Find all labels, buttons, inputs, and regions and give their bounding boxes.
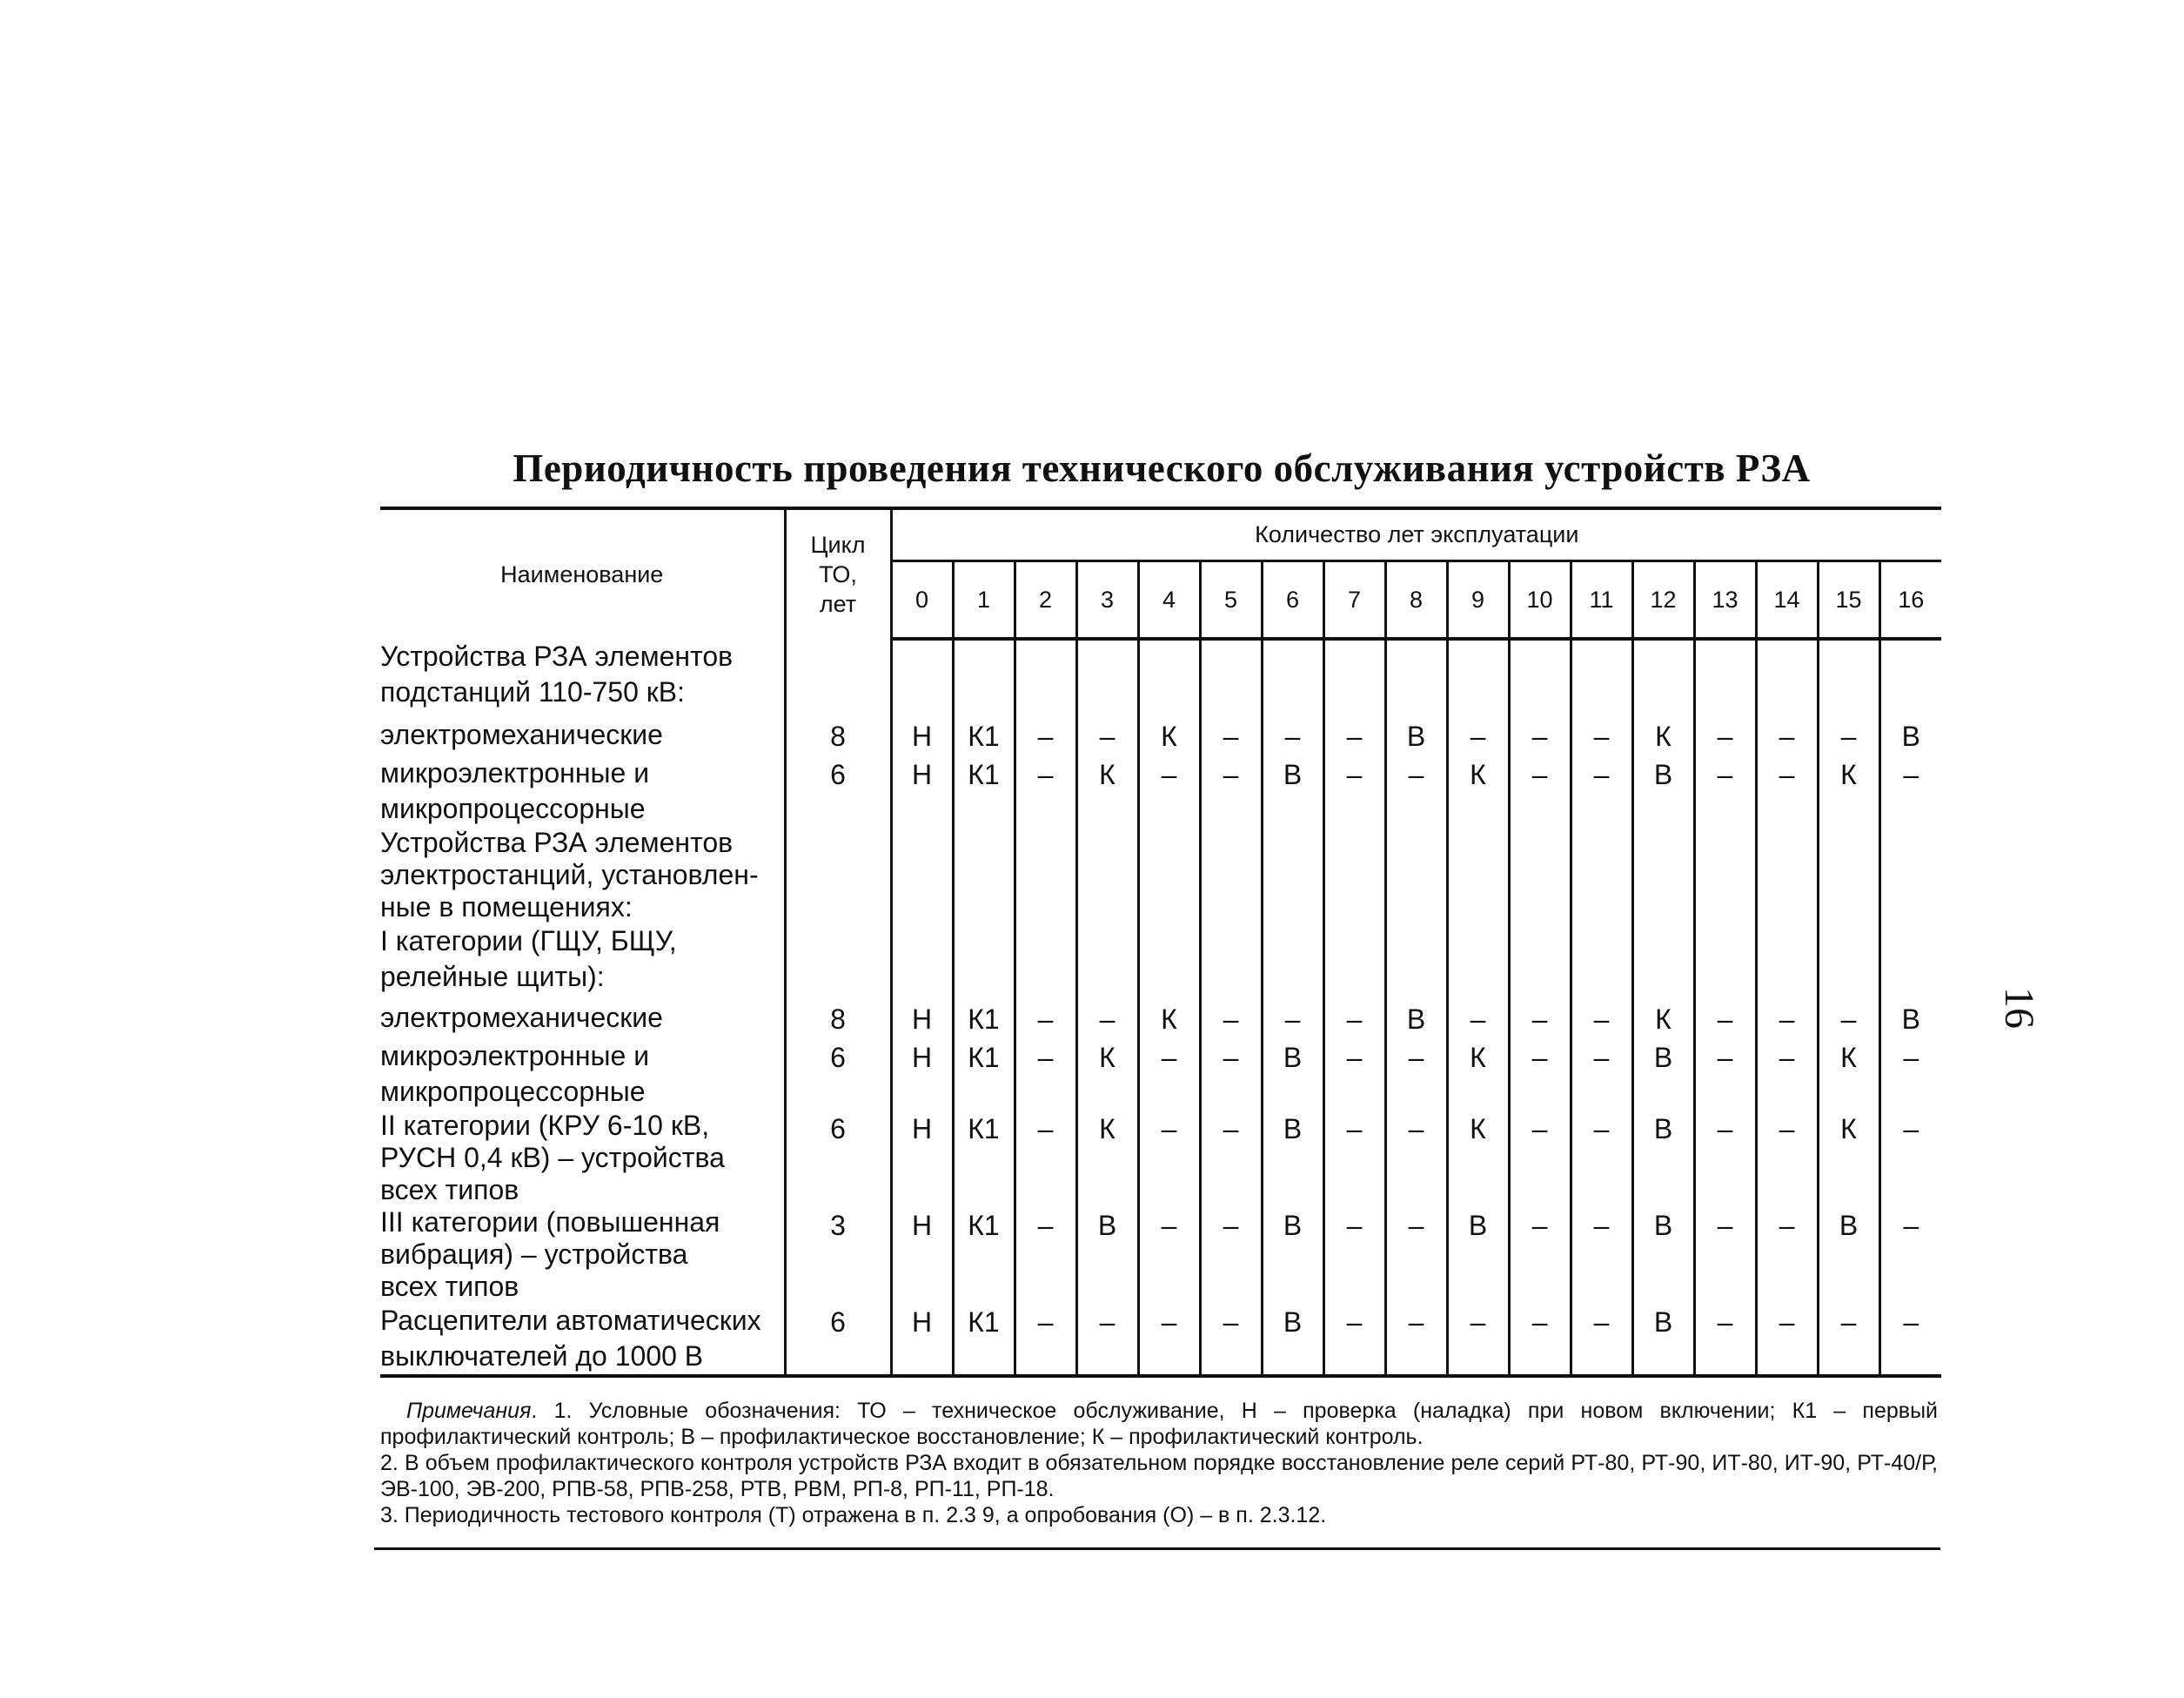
empty-cell — [1076, 827, 1138, 923]
year-value-cell: – — [1694, 1110, 1756, 1206]
table-group-row — [380, 639, 1941, 717]
year-value-cell: Н — [891, 717, 953, 755]
table-subgroup-row — [380, 923, 1941, 1000]
year-header-cell: 7 — [1323, 561, 1385, 640]
table-body — [380, 639, 1941, 1376]
year-value-cell: В — [1632, 1303, 1694, 1376]
empty-cell — [953, 827, 1015, 923]
year-header-cell: 9 — [1447, 561, 1509, 640]
year-value-cell: – — [1015, 717, 1076, 755]
year-value-cell: Н — [891, 755, 953, 827]
year-value-cell: В — [1385, 1000, 1447, 1038]
notes-label: Примечания — [406, 1399, 532, 1423]
year-value-cell: К1 — [953, 755, 1015, 827]
year-header-cell: 14 — [1756, 561, 1818, 640]
empty-cell — [1632, 639, 1694, 717]
year-value-cell: – — [1509, 1000, 1571, 1038]
year-value-cell: В — [1262, 1206, 1323, 1303]
empty-cell — [1138, 923, 1200, 1000]
year-value-cell: В — [1879, 1000, 1941, 1038]
row-name-line: вибрация) – устройства — [380, 1238, 688, 1270]
row-name — [380, 923, 785, 1000]
note-1-text: . 1. Условные обозначения: ТО – техническое обслуживание, Н – проверка (наладка) при новом включении; К1 – первый профилактический контроль; В – профилактическое восстановление; К – профилактический контроль. — [380, 1399, 1938, 1449]
empty-cell — [891, 827, 953, 923]
row-name-line: Расцепители автоматических — [380, 1305, 761, 1336]
year-value-cell: – — [1200, 1206, 1262, 1303]
year-header-cell: 4 — [1138, 561, 1200, 640]
year-value-cell: – — [1385, 1303, 1447, 1376]
year-header-cell: 11 — [1571, 561, 1632, 640]
year-value-cell: К — [1076, 1110, 1138, 1206]
row-name-line: ные в помещениях: — [380, 891, 633, 923]
year-value-cell: Н — [891, 1206, 953, 1303]
year-value-cell: – — [1756, 1303, 1818, 1376]
empty-cell — [1200, 923, 1262, 1000]
year-value-cell: К — [1447, 1038, 1509, 1110]
table-row — [380, 1038, 1941, 1110]
year-value-cell: – — [1571, 755, 1632, 827]
year-value-cell: – — [1138, 1110, 1200, 1206]
row-name-line: всех типов — [380, 1174, 519, 1205]
empty-cell — [1818, 639, 1879, 717]
year-value-cell: – — [1879, 1110, 1941, 1206]
year-value-cell: К — [1818, 755, 1879, 827]
column-header-years-group: Количество лет эксплуатации — [891, 508, 1941, 561]
year-value-cell: – — [1879, 1038, 1941, 1110]
row-name-line: Устройства РЗА элементов — [380, 827, 734, 858]
year-value-cell: – — [1571, 717, 1632, 755]
year-value-cell: – — [1694, 1206, 1756, 1303]
cycle-cell: 6 — [785, 1303, 891, 1376]
year-value-cell: К — [1447, 1110, 1509, 1206]
row-name-line: микроэлектронные и — [380, 1040, 650, 1071]
empty-cell — [891, 639, 953, 717]
year-value-cell: – — [1879, 1303, 1941, 1376]
row-name — [380, 1206, 785, 1303]
year-value-cell: – — [1076, 717, 1138, 755]
year-value-cell: – — [1571, 1000, 1632, 1038]
empty-cell — [1015, 827, 1076, 923]
empty-cell — [1015, 923, 1076, 1000]
year-value-cell: – — [1323, 717, 1385, 755]
year-value-cell: – — [1509, 1110, 1571, 1206]
year-value-cell: В — [1632, 1110, 1694, 1206]
year-value-cell: – — [1818, 1000, 1879, 1038]
cycle-cell: 6 — [785, 1110, 891, 1206]
year-value-cell: – — [1571, 1110, 1632, 1206]
year-value-cell: В — [1447, 1206, 1509, 1303]
empty-cell — [1200, 639, 1262, 717]
empty-cell — [1262, 639, 1323, 717]
year-value-cell: – — [1509, 755, 1571, 827]
year-value-cell: К — [1818, 1110, 1879, 1206]
empty-cell — [1076, 639, 1138, 717]
row-name-line: микроэлектронные и — [380, 757, 650, 789]
empty-cell — [1015, 639, 1076, 717]
year-value-cell: – — [1138, 1303, 1200, 1376]
year-value-cell: – — [1509, 717, 1571, 755]
year-value-cell: К — [1076, 755, 1138, 827]
row-name-line: II категории (КРУ 6-10 кВ, — [380, 1110, 710, 1141]
note-2: 2. В объем профилактического контроля устройств РЗА входит в обязательном порядке восстановление реле серий РТ-80, РТ-90, ИТ-80, ИТ-90, РТ-40/Р, ЭВ-100, ЭВ-200, РПВ-58, РПВ-258, РТВ, РВМ, РП-8, РП-11, РП-18. — [380, 1451, 1938, 1501]
empty-cell — [1323, 827, 1385, 923]
row-name-line: микропроцессорные — [380, 1076, 646, 1107]
row-name — [380, 717, 785, 755]
empty-cell — [1818, 923, 1879, 1000]
year-value-cell: – — [1385, 1110, 1447, 1206]
year-value-cell: К — [1447, 755, 1509, 827]
year-value-cell: – — [1015, 1206, 1076, 1303]
row-name — [380, 755, 785, 827]
notes-bottom-rule — [374, 1547, 1940, 1550]
maintenance-table — [380, 507, 1941, 1378]
note-3: 3. Периодичность тестового контроля (Т) отражена в п. 2.3 9, а опробования (О) – в п. 2.3.12. — [380, 1503, 1327, 1527]
table-row — [380, 1303, 1941, 1376]
empty-cell — [1632, 827, 1694, 923]
year-value-cell: К1 — [953, 1110, 1015, 1206]
page-number: 16 — [1996, 987, 2042, 1029]
empty-cell — [1323, 923, 1385, 1000]
year-value-cell: – — [1571, 1303, 1632, 1376]
empty-cell — [1879, 639, 1941, 717]
row-name-line: РУСН 0,4 кВ) – устройства — [380, 1142, 725, 1173]
year-value-cell: – — [1756, 1038, 1818, 1110]
cycle-cell: 6 — [785, 1038, 891, 1110]
year-value-cell: – — [1818, 717, 1879, 755]
year-value-cell: Н — [891, 1038, 953, 1110]
year-value-cell: – — [1756, 1206, 1818, 1303]
year-value-cell: – — [1509, 1303, 1571, 1376]
year-value-cell: В — [1632, 1038, 1694, 1110]
year-value-cell: – — [1015, 1303, 1076, 1376]
row-name-line: подстанций 110-750 кВ: — [380, 676, 686, 708]
year-value-cell: – — [1076, 1303, 1138, 1376]
year-value-cell: – — [1385, 755, 1447, 827]
year-value-cell: В — [1879, 717, 1941, 755]
year-value-cell: – — [1200, 1038, 1262, 1110]
empty-cell — [891, 923, 953, 1000]
empty-cell — [1447, 827, 1509, 923]
empty-cell — [1571, 923, 1632, 1000]
empty-cell — [1571, 639, 1632, 717]
year-value-cell: К — [1138, 1000, 1200, 1038]
year-header-cell: 5 — [1200, 561, 1262, 640]
row-name-line: I категории (ГЩУ, БЩУ, — [380, 925, 677, 956]
empty-cell — [1818, 827, 1879, 923]
empty-cell — [1632, 923, 1694, 1000]
cycle-cell: 6 — [785, 755, 891, 827]
year-value-cell: – — [1879, 755, 1941, 827]
empty-cell — [1138, 639, 1200, 717]
empty-cell — [1879, 923, 1941, 1000]
year-value-cell: – — [1323, 755, 1385, 827]
year-value-cell: В — [1632, 1206, 1694, 1303]
year-value-cell: – — [1385, 1206, 1447, 1303]
year-value-cell: – — [1015, 1038, 1076, 1110]
year-value-cell: – — [1694, 717, 1756, 755]
year-value-cell: К1 — [953, 717, 1015, 755]
row-name — [380, 1303, 785, 1376]
empty-cell — [1756, 923, 1818, 1000]
year-value-cell: В — [1076, 1206, 1138, 1303]
empty-cell — [1694, 827, 1756, 923]
year-value-cell: – — [1509, 1038, 1571, 1110]
year-value-cell: – — [1694, 1000, 1756, 1038]
year-value-cell: – — [1200, 717, 1262, 755]
year-value-cell: – — [1756, 1000, 1818, 1038]
year-value-cell: В — [1262, 1038, 1323, 1110]
cycle-cell: 3 — [785, 1206, 891, 1303]
year-header-cell: 2 — [1015, 561, 1076, 640]
year-value-cell: К — [1076, 1038, 1138, 1110]
empty-cell — [1262, 923, 1323, 1000]
year-header-cell: 10 — [1509, 561, 1571, 640]
row-name-line: Устройства РЗА элементов — [380, 641, 734, 672]
empty-cell — [1447, 639, 1509, 717]
year-header-cell: 16 — [1879, 561, 1941, 640]
year-value-cell: – — [1076, 1000, 1138, 1038]
empty-cell — [785, 827, 891, 923]
empty-cell — [1262, 827, 1323, 923]
year-header-cell: 6 — [1262, 561, 1323, 640]
empty-cell — [785, 923, 891, 1000]
year-value-cell: К1 — [953, 1303, 1015, 1376]
table-row — [380, 1206, 1941, 1303]
year-header-cell: 0 — [891, 561, 953, 640]
year-value-cell: – — [1138, 1206, 1200, 1303]
year-value-cell: Н — [891, 1000, 953, 1038]
year-value-cell: – — [1447, 1303, 1509, 1376]
empty-cell — [1447, 923, 1509, 1000]
year-value-cell: – — [1262, 1000, 1323, 1038]
year-value-cell: – — [1509, 1206, 1571, 1303]
empty-cell — [1509, 923, 1571, 1000]
empty-cell — [1138, 827, 1200, 923]
year-value-cell: – — [1200, 755, 1262, 827]
year-value-cell: – — [1200, 1110, 1262, 1206]
row-name-line: всех типов — [380, 1271, 519, 1302]
year-value-cell: К — [1632, 717, 1694, 755]
empty-cell — [1879, 827, 1941, 923]
year-value-cell: – — [1323, 1206, 1385, 1303]
empty-cell — [1385, 639, 1447, 717]
empty-cell — [953, 639, 1015, 717]
year-value-cell: – — [1818, 1303, 1879, 1376]
note-1 — [380, 1398, 1938, 1450]
year-value-cell: В — [1632, 755, 1694, 827]
year-value-cell: – — [1015, 1110, 1076, 1206]
year-value-cell: – — [1323, 1038, 1385, 1110]
empty-cell — [1076, 923, 1138, 1000]
year-value-cell: К — [1818, 1038, 1879, 1110]
year-value-cell: В — [1262, 1110, 1323, 1206]
year-header-cell: 13 — [1694, 561, 1756, 640]
year-value-cell: В — [1262, 1303, 1323, 1376]
year-value-cell: В — [1818, 1206, 1879, 1303]
year-value-cell: К1 — [953, 1000, 1015, 1038]
year-value-cell: – — [1879, 1206, 1941, 1303]
empty-cell — [1756, 827, 1818, 923]
empty-cell — [1694, 639, 1756, 717]
year-value-cell: – — [1756, 717, 1818, 755]
year-value-cell: – — [1694, 755, 1756, 827]
empty-cell — [1756, 639, 1818, 717]
year-value-cell: – — [1385, 1038, 1447, 1110]
year-value-cell: – — [1015, 755, 1076, 827]
year-value-cell: – — [1323, 1303, 1385, 1376]
table-group-row — [380, 827, 1941, 923]
empty-cell — [1571, 827, 1632, 923]
year-value-cell: – — [1571, 1038, 1632, 1110]
column-header-cycle — [785, 508, 891, 639]
year-value-cell: – — [1138, 755, 1200, 827]
page-title: Периодичность проведения технического обслуживания устройств РЗА — [513, 446, 1811, 490]
row-name — [380, 1110, 785, 1206]
year-value-cell: – — [1571, 1206, 1632, 1303]
row-name — [380, 1000, 785, 1038]
year-header-cell: 15 — [1818, 561, 1879, 640]
year-value-cell: К — [1138, 717, 1200, 755]
year-value-cell: Н — [891, 1303, 953, 1376]
year-value-cell: К1 — [953, 1206, 1015, 1303]
year-value-cell: К1 — [953, 1038, 1015, 1110]
year-value-cell: – — [1138, 1038, 1200, 1110]
empty-cell — [1694, 923, 1756, 1000]
table-row — [380, 755, 1941, 827]
year-value-cell: – — [1447, 717, 1509, 755]
year-value-cell: – — [1015, 1000, 1076, 1038]
cycle-header-line: лет — [819, 591, 857, 617]
row-name — [380, 827, 785, 923]
year-value-cell: – — [1447, 1000, 1509, 1038]
cycle-header-line: ТО, — [819, 561, 857, 587]
empty-cell — [1323, 639, 1385, 717]
year-value-cell: – — [1323, 1110, 1385, 1206]
row-name-line: III категории (повышенная — [380, 1206, 720, 1238]
empty-cell — [1509, 639, 1571, 717]
row-name — [380, 639, 785, 717]
row-name — [380, 1038, 785, 1110]
year-value-cell: Н — [891, 1110, 953, 1206]
row-name-line: выключателей до 1000 В — [380, 1340, 704, 1372]
row-name-line: электромеханические — [380, 1002, 663, 1033]
year-value-cell: В — [1262, 755, 1323, 827]
table-row — [380, 717, 1941, 755]
column-header-name: Наименование — [500, 560, 664, 587]
year-value-cell: В — [1385, 717, 1447, 755]
cycle-cell: 8 — [785, 1000, 891, 1038]
year-value-cell: – — [1262, 717, 1323, 755]
year-value-cell: – — [1323, 1000, 1385, 1038]
row-name-line: электростанций, установлен- — [380, 859, 759, 890]
year-value-cell: – — [1756, 755, 1818, 827]
year-value-cell: К — [1632, 1000, 1694, 1038]
year-value-cell: – — [1694, 1303, 1756, 1376]
year-value-cell: – — [1694, 1038, 1756, 1110]
year-value-cell: – — [1756, 1110, 1818, 1206]
year-header-cell: 3 — [1076, 561, 1138, 640]
row-name-line: электромеханические — [380, 719, 663, 750]
cycle-header-line: Цикл — [810, 532, 866, 558]
year-value-cell: – — [1200, 1000, 1262, 1038]
empty-cell — [1509, 827, 1571, 923]
row-name-line: микропроцессорные — [380, 793, 646, 824]
empty-cell — [785, 639, 891, 717]
year-header-cell: 1 — [953, 561, 1015, 640]
cycle-cell: 8 — [785, 717, 891, 755]
year-header-cell: 8 — [1385, 561, 1447, 640]
year-header-cell: 12 — [1632, 561, 1694, 640]
empty-cell — [1200, 827, 1262, 923]
year-value-cell: – — [1200, 1303, 1262, 1376]
empty-cell — [953, 923, 1015, 1000]
table-row — [380, 1000, 1941, 1038]
empty-cell — [1385, 923, 1447, 1000]
empty-cell — [1385, 827, 1447, 923]
table-notes — [380, 1398, 1938, 1528]
table-row — [380, 1110, 1941, 1206]
row-name-line: релейные щиты): — [380, 961, 605, 992]
